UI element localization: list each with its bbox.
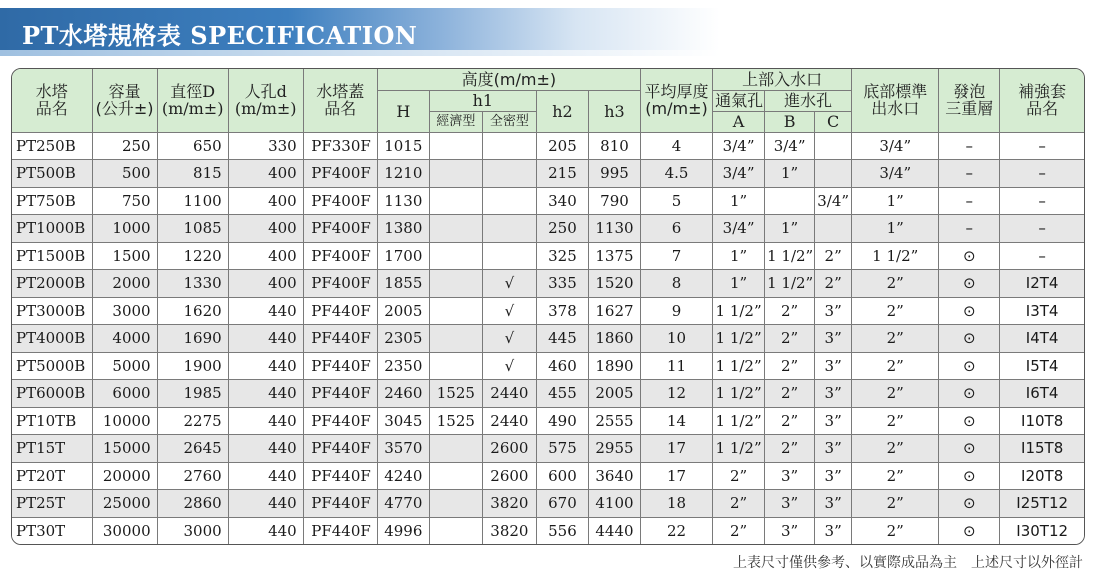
header-bottom-outlet: 底部標準 出水口 bbox=[852, 69, 939, 132]
cell-C: 3” bbox=[815, 462, 852, 490]
cell-h2: 205 bbox=[536, 132, 588, 160]
cell-h1-sealed: √ bbox=[482, 297, 536, 325]
cell-h1-economy bbox=[429, 435, 482, 463]
cell-model: PT1000B bbox=[12, 215, 92, 243]
cell-cover: PF440F bbox=[303, 297, 377, 325]
cell-diameter: 1985 bbox=[157, 380, 228, 408]
cell-model: PT2000B bbox=[12, 270, 92, 298]
cell-manhole: 400 bbox=[228, 160, 303, 188]
cell-A: 2” bbox=[713, 490, 765, 518]
cell-thickness: 17 bbox=[641, 462, 713, 490]
cell-diameter: 1330 bbox=[157, 270, 228, 298]
cell-reinforcement: – bbox=[1000, 242, 1084, 270]
table-row bbox=[12, 325, 1084, 353]
header-reinforcement: 補強套 品名 bbox=[1000, 69, 1084, 132]
cell-manhole: 440 bbox=[228, 407, 303, 435]
header-h1: h1 bbox=[429, 90, 536, 111]
cell-A: 1 1/2” bbox=[713, 297, 765, 325]
cell-h1-economy bbox=[429, 325, 482, 353]
cell-diameter: 2760 bbox=[157, 462, 228, 490]
cell-outlet: 2” bbox=[852, 270, 939, 298]
cell-h2: 575 bbox=[536, 435, 588, 463]
cell-cover: PF400F bbox=[303, 242, 377, 270]
cell-thickness: 22 bbox=[641, 517, 713, 544]
cell-h1-economy bbox=[429, 215, 482, 243]
cell-thickness: 17 bbox=[641, 435, 713, 463]
cell-H: 2305 bbox=[377, 325, 429, 353]
cell-h1-economy bbox=[429, 462, 482, 490]
cell-thickness: 6 bbox=[641, 215, 713, 243]
cell-thickness: 14 bbox=[641, 407, 713, 435]
cell-H: 2350 bbox=[377, 352, 429, 380]
cell-B bbox=[765, 187, 815, 215]
cell-outlet: 2” bbox=[852, 490, 939, 518]
cell-A: 1” bbox=[713, 270, 765, 298]
cell-model: PT1500B bbox=[12, 242, 92, 270]
cell-B: 2” bbox=[765, 297, 815, 325]
cell-h3: 1860 bbox=[588, 325, 640, 353]
header-model: 水塔 品名 bbox=[12, 69, 92, 132]
cell-cover: PF440F bbox=[303, 407, 377, 435]
cell-diameter: 1220 bbox=[157, 242, 228, 270]
cell-diameter: 1690 bbox=[157, 325, 228, 353]
cell-diameter: 2275 bbox=[157, 407, 228, 435]
cell-model: PT4000B bbox=[12, 325, 92, 353]
cell-B: 2” bbox=[765, 380, 815, 408]
cell-H: 3045 bbox=[377, 407, 429, 435]
cell-diameter: 1900 bbox=[157, 352, 228, 380]
cell-h1-sealed bbox=[482, 160, 536, 188]
cell-h3: 1890 bbox=[588, 352, 640, 380]
cell-manhole: 440 bbox=[228, 517, 303, 544]
cell-h3: 2005 bbox=[588, 380, 640, 408]
cell-manhole: 400 bbox=[228, 215, 303, 243]
cell-capacity: 1500 bbox=[92, 242, 157, 270]
cell-thickness: 10 bbox=[641, 325, 713, 353]
cell-h1-sealed: 3820 bbox=[482, 490, 536, 518]
cell-h3: 3640 bbox=[588, 462, 640, 490]
cell-B: 3/4” bbox=[765, 132, 815, 160]
cell-reinforcement: I5T4 bbox=[1000, 352, 1084, 380]
cell-h1-economy: 1525 bbox=[429, 407, 482, 435]
cell-A: 3/4” bbox=[713, 132, 765, 160]
header-top-inlet: 上部入水口 bbox=[713, 69, 852, 90]
cell-C: 3” bbox=[815, 517, 852, 544]
cell-C bbox=[815, 160, 852, 188]
cell-reinforcement: I6T4 bbox=[1000, 380, 1084, 408]
cell-H: 3570 bbox=[377, 435, 429, 463]
cell-capacity: 15000 bbox=[92, 435, 157, 463]
cell-model: PT750B bbox=[12, 187, 92, 215]
header-h2: h2 bbox=[536, 90, 588, 132]
cell-h1-economy bbox=[429, 517, 482, 544]
cell-h2: 455 bbox=[536, 380, 588, 408]
cell-h3: 1627 bbox=[588, 297, 640, 325]
cell-diameter: 815 bbox=[157, 160, 228, 188]
cell-capacity: 20000 bbox=[92, 462, 157, 490]
cell-h2: 250 bbox=[536, 215, 588, 243]
table-row bbox=[12, 407, 1084, 435]
cell-foam: ⊙ bbox=[939, 490, 1000, 518]
cell-h1-economy: 1525 bbox=[429, 380, 482, 408]
cell-A: 1 1/2” bbox=[713, 380, 765, 408]
cell-reinforcement: I10T8 bbox=[1000, 407, 1084, 435]
cell-cover: PF400F bbox=[303, 160, 377, 188]
cell-capacity: 10000 bbox=[92, 407, 157, 435]
cell-H: 2460 bbox=[377, 380, 429, 408]
header-B: B bbox=[765, 111, 815, 132]
cell-h1-economy bbox=[429, 242, 482, 270]
cell-A: 1 1/2” bbox=[713, 407, 765, 435]
cell-cover: PF440F bbox=[303, 380, 377, 408]
cell-h2: 600 bbox=[536, 462, 588, 490]
header-foam: 發泡 三重層 bbox=[939, 69, 1000, 132]
cell-foam: – bbox=[939, 187, 1000, 215]
cell-h1-sealed bbox=[482, 187, 536, 215]
cell-model: PT500B bbox=[12, 160, 92, 188]
cell-A: 2” bbox=[713, 517, 765, 544]
cell-B: 3” bbox=[765, 462, 815, 490]
cell-diameter: 650 bbox=[157, 132, 228, 160]
cell-h3: 1520 bbox=[588, 270, 640, 298]
cell-h3: 2555 bbox=[588, 407, 640, 435]
cell-A: 3/4” bbox=[713, 215, 765, 243]
cell-H: 1015 bbox=[377, 132, 429, 160]
cell-diameter: 1085 bbox=[157, 215, 228, 243]
cell-capacity: 5000 bbox=[92, 352, 157, 380]
cell-model: PT30T bbox=[12, 517, 92, 544]
cell-foam: ⊙ bbox=[939, 325, 1000, 353]
cell-h1-sealed: 3820 bbox=[482, 517, 536, 544]
cell-h2: 325 bbox=[536, 242, 588, 270]
cell-model: PT250B bbox=[12, 132, 92, 160]
cell-B: 2” bbox=[765, 407, 815, 435]
cell-cover: PF330F bbox=[303, 132, 377, 160]
cell-manhole: 440 bbox=[228, 380, 303, 408]
cell-A: 1” bbox=[713, 187, 765, 215]
header-water-inlet: 進水孔 bbox=[765, 90, 852, 111]
cell-h3: 790 bbox=[588, 187, 640, 215]
table-row bbox=[12, 132, 1084, 160]
cell-h1-sealed: √ bbox=[482, 270, 536, 298]
cell-reinforcement: – bbox=[1000, 160, 1084, 188]
cell-h1-sealed bbox=[482, 215, 536, 243]
cell-thickness: 5 bbox=[641, 187, 713, 215]
header-H: H bbox=[377, 90, 429, 132]
cell-model: PT20T bbox=[12, 462, 92, 490]
cell-C bbox=[815, 215, 852, 243]
table-row bbox=[12, 297, 1084, 325]
cell-model: PT15T bbox=[12, 435, 92, 463]
cell-h1-sealed: 2600 bbox=[482, 435, 536, 463]
cell-B: 2” bbox=[765, 325, 815, 353]
cell-diameter: 1620 bbox=[157, 297, 228, 325]
cell-thickness: 11 bbox=[641, 352, 713, 380]
cell-capacity: 2000 bbox=[92, 270, 157, 298]
cell-H: 1380 bbox=[377, 215, 429, 243]
cell-h1-economy bbox=[429, 270, 482, 298]
cell-outlet: 1” bbox=[852, 215, 939, 243]
cell-reinforcement: I4T4 bbox=[1000, 325, 1084, 353]
cell-h2: 445 bbox=[536, 325, 588, 353]
table-row bbox=[12, 160, 1084, 188]
cell-outlet: 2” bbox=[852, 517, 939, 544]
cell-h2: 460 bbox=[536, 352, 588, 380]
cell-model: PT6000B bbox=[12, 380, 92, 408]
cell-cover: PF440F bbox=[303, 462, 377, 490]
cell-manhole: 440 bbox=[228, 462, 303, 490]
cell-cover: PF400F bbox=[303, 270, 377, 298]
cell-h1-sealed: 2600 bbox=[482, 462, 536, 490]
cell-B: 1 1/2” bbox=[765, 270, 815, 298]
cell-h3: 4100 bbox=[588, 490, 640, 518]
cell-B: 1 1/2” bbox=[765, 242, 815, 270]
cell-thickness: 8 bbox=[641, 270, 713, 298]
cell-manhole: 440 bbox=[228, 297, 303, 325]
cell-capacity: 1000 bbox=[92, 215, 157, 243]
cell-foam: ⊙ bbox=[939, 297, 1000, 325]
cell-thickness: 7 bbox=[641, 242, 713, 270]
cell-outlet: 2” bbox=[852, 462, 939, 490]
cell-H: 1130 bbox=[377, 187, 429, 215]
cell-h2: 215 bbox=[536, 160, 588, 188]
cell-A: 1 1/2” bbox=[713, 435, 765, 463]
cell-model: PT3000B bbox=[12, 297, 92, 325]
cell-H: 1210 bbox=[377, 160, 429, 188]
cell-manhole: 440 bbox=[228, 325, 303, 353]
table-row bbox=[12, 352, 1084, 380]
cell-capacity: 3000 bbox=[92, 297, 157, 325]
header-h3: h3 bbox=[588, 90, 640, 132]
header-cover: 水塔蓋 品名 bbox=[303, 69, 377, 132]
cell-capacity: 750 bbox=[92, 187, 157, 215]
cell-C: 2” bbox=[815, 242, 852, 270]
cell-outlet: 2” bbox=[852, 407, 939, 435]
header-thickness: 平均厚度 (m/m±) bbox=[641, 69, 713, 132]
cell-A: 1 1/2” bbox=[713, 352, 765, 380]
cell-cover: PF440F bbox=[303, 352, 377, 380]
cell-A: 1 1/2” bbox=[713, 325, 765, 353]
cell-reinforcement: – bbox=[1000, 187, 1084, 215]
header-height: 高度(m/m±) bbox=[377, 69, 640, 90]
cell-diameter: 3000 bbox=[157, 517, 228, 544]
cell-h1-sealed: 2440 bbox=[482, 380, 536, 408]
header-C: C bbox=[815, 111, 852, 132]
cell-h2: 378 bbox=[536, 297, 588, 325]
cell-cover: PF440F bbox=[303, 517, 377, 544]
cell-thickness: 9 bbox=[641, 297, 713, 325]
cell-capacity: 500 bbox=[92, 160, 157, 188]
cell-h1-economy bbox=[429, 132, 482, 160]
cell-A: 1” bbox=[713, 242, 765, 270]
cell-capacity: 25000 bbox=[92, 490, 157, 518]
cell-cover: PF400F bbox=[303, 215, 377, 243]
cell-outlet: 1” bbox=[852, 187, 939, 215]
cell-thickness: 4.5 bbox=[641, 160, 713, 188]
cell-H: 1855 bbox=[377, 270, 429, 298]
cell-outlet: 1 1/2” bbox=[852, 242, 939, 270]
table-row bbox=[12, 270, 1084, 298]
cell-C bbox=[815, 132, 852, 160]
cell-diameter: 2860 bbox=[157, 490, 228, 518]
cell-h3: 810 bbox=[588, 132, 640, 160]
cell-h3: 2955 bbox=[588, 435, 640, 463]
cell-h3: 4440 bbox=[588, 517, 640, 544]
spec-table-container bbox=[11, 68, 1085, 545]
cell-h1-economy bbox=[429, 160, 482, 188]
cell-C: 3” bbox=[815, 435, 852, 463]
header-h1-economy: 經濟型 bbox=[429, 111, 482, 132]
header-vent: 通氣孔 bbox=[713, 90, 765, 111]
cell-foam: ⊙ bbox=[939, 435, 1000, 463]
cell-outlet: 2” bbox=[852, 352, 939, 380]
table-row bbox=[12, 215, 1084, 243]
cell-h1-economy bbox=[429, 297, 482, 325]
cell-foam: ⊙ bbox=[939, 462, 1000, 490]
cell-C: 3” bbox=[815, 352, 852, 380]
cell-diameter: 2645 bbox=[157, 435, 228, 463]
cell-C: 3/4” bbox=[815, 187, 852, 215]
cell-h1-sealed bbox=[482, 242, 536, 270]
cell-C: 3” bbox=[815, 297, 852, 325]
cell-model: PT25T bbox=[12, 490, 92, 518]
cell-h2: 340 bbox=[536, 187, 588, 215]
cell-reinforcement: I2T4 bbox=[1000, 270, 1084, 298]
cell-foam: ⊙ bbox=[939, 517, 1000, 544]
cell-h2: 490 bbox=[536, 407, 588, 435]
spec-table bbox=[12, 69, 1084, 544]
cell-h1-economy bbox=[429, 490, 482, 518]
cell-capacity: 30000 bbox=[92, 517, 157, 544]
cell-B: 2” bbox=[765, 352, 815, 380]
cell-reinforcement: I15T8 bbox=[1000, 435, 1084, 463]
cell-B: 3” bbox=[765, 490, 815, 518]
cell-H: 2005 bbox=[377, 297, 429, 325]
cell-outlet: 2” bbox=[852, 435, 939, 463]
cell-cover: PF400F bbox=[303, 187, 377, 215]
cell-foam: ⊙ bbox=[939, 380, 1000, 408]
cell-foam: ⊙ bbox=[939, 407, 1000, 435]
cell-outlet: 2” bbox=[852, 297, 939, 325]
cell-thickness: 18 bbox=[641, 490, 713, 518]
cell-A: 3/4” bbox=[713, 160, 765, 188]
cell-cover: PF440F bbox=[303, 435, 377, 463]
cell-outlet: 3/4” bbox=[852, 132, 939, 160]
cell-foam: ⊙ bbox=[939, 242, 1000, 270]
header-A: A bbox=[713, 111, 765, 132]
cell-H: 4996 bbox=[377, 517, 429, 544]
table-row bbox=[12, 462, 1084, 490]
cell-h3: 1130 bbox=[588, 215, 640, 243]
cell-B: 1” bbox=[765, 215, 815, 243]
cell-reinforcement: – bbox=[1000, 132, 1084, 160]
cell-foam: – bbox=[939, 215, 1000, 243]
cell-reinforcement: I25T12 bbox=[1000, 490, 1084, 518]
cell-C: 2” bbox=[815, 270, 852, 298]
cell-manhole: 400 bbox=[228, 242, 303, 270]
cell-capacity: 4000 bbox=[92, 325, 157, 353]
cell-h3: 995 bbox=[588, 160, 640, 188]
cell-capacity: 6000 bbox=[92, 380, 157, 408]
cell-capacity: 250 bbox=[92, 132, 157, 160]
cell-thickness: 12 bbox=[641, 380, 713, 408]
cell-manhole: 330 bbox=[228, 132, 303, 160]
cell-outlet: 3/4” bbox=[852, 160, 939, 188]
cell-B: 2” bbox=[765, 435, 815, 463]
cell-h1-sealed: √ bbox=[482, 352, 536, 380]
cell-foam: ⊙ bbox=[939, 270, 1000, 298]
cell-h1-sealed bbox=[482, 132, 536, 160]
cell-diameter: 1100 bbox=[157, 187, 228, 215]
cell-h1-sealed: 2440 bbox=[482, 407, 536, 435]
cell-manhole: 400 bbox=[228, 270, 303, 298]
cell-C: 3” bbox=[815, 407, 852, 435]
header-manhole: 人孔d (m/m±) bbox=[228, 69, 303, 132]
cell-cover: PF440F bbox=[303, 325, 377, 353]
cell-H: 4770 bbox=[377, 490, 429, 518]
table-row bbox=[12, 517, 1084, 544]
header-capacity: 容量 (公升±) bbox=[92, 69, 157, 132]
cell-H: 1700 bbox=[377, 242, 429, 270]
cell-reinforcement: I3T4 bbox=[1000, 297, 1084, 325]
cell-h2: 335 bbox=[536, 270, 588, 298]
cell-cover: PF440F bbox=[303, 490, 377, 518]
cell-manhole: 440 bbox=[228, 435, 303, 463]
table-row bbox=[12, 380, 1084, 408]
cell-foam: – bbox=[939, 132, 1000, 160]
table-row bbox=[12, 490, 1084, 518]
table-row bbox=[12, 242, 1084, 270]
spec-table-body bbox=[12, 132, 1084, 544]
cell-foam: – bbox=[939, 160, 1000, 188]
cell-thickness: 4 bbox=[641, 132, 713, 160]
cell-foam: ⊙ bbox=[939, 352, 1000, 380]
cell-manhole: 400 bbox=[228, 187, 303, 215]
cell-C: 3” bbox=[815, 380, 852, 408]
cell-A: 2” bbox=[713, 462, 765, 490]
cell-model: PT5000B bbox=[12, 352, 92, 380]
cell-h1-sealed: √ bbox=[482, 325, 536, 353]
cell-C: 3” bbox=[815, 490, 852, 518]
cell-manhole: 440 bbox=[228, 352, 303, 380]
page-title: PT水塔規格表 SPECIFICATION bbox=[22, 21, 418, 50]
header-h1-sealed: 全密型 bbox=[482, 111, 536, 132]
cell-H: 4240 bbox=[377, 462, 429, 490]
cell-reinforcement: I20T8 bbox=[1000, 462, 1084, 490]
cell-manhole: 440 bbox=[228, 490, 303, 518]
header-diameter: 直徑D (m/m±) bbox=[157, 69, 228, 132]
cell-outlet: 2” bbox=[852, 325, 939, 353]
cell-B: 1” bbox=[765, 160, 815, 188]
cell-h1-economy bbox=[429, 187, 482, 215]
cell-h2: 670 bbox=[536, 490, 588, 518]
cell-h2: 556 bbox=[536, 517, 588, 544]
table-row bbox=[12, 187, 1084, 215]
cell-h3: 1375 bbox=[588, 242, 640, 270]
cell-h1-economy bbox=[429, 352, 482, 380]
cell-B: 3” bbox=[765, 517, 815, 544]
cell-reinforcement: – bbox=[1000, 215, 1084, 243]
cell-model: PT10TB bbox=[12, 407, 92, 435]
table-row bbox=[12, 435, 1084, 463]
cell-outlet: 2” bbox=[852, 380, 939, 408]
cell-reinforcement: I30T12 bbox=[1000, 517, 1084, 544]
cell-C: 3” bbox=[815, 325, 852, 353]
footnote: 上表尺寸僅供參考、以實際成品為主 上述尺寸以外徑計 bbox=[733, 555, 1083, 571]
